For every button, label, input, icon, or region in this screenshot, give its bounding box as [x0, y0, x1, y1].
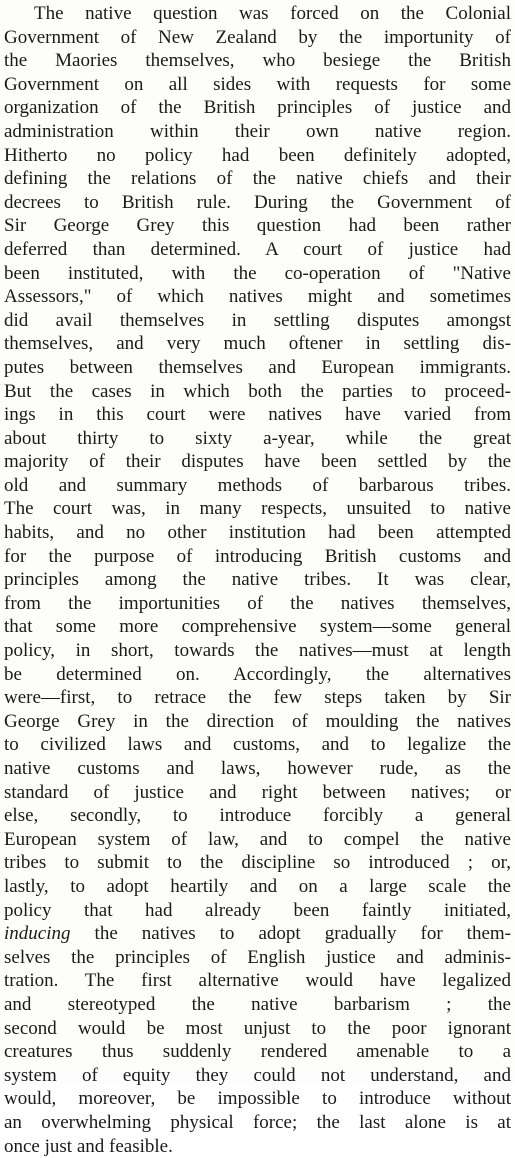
article-line-49: once just and feasible.: [4, 1135, 511, 1158]
article-line-36: European system of law, and to compel the native: [4, 828, 511, 852]
article-line-21: old and summary methods of barbarous tribes.: [4, 474, 511, 498]
article-line-22: The court was, in many respects, unsuited to native: [4, 497, 511, 521]
article-line-48: an overwhelming physical force; the last alone is at: [4, 1111, 511, 1135]
article-line-14: did avail themselves in settling disputes amongst: [4, 309, 511, 333]
article-line-15: themselves, and very much oftener in settling dis-: [4, 332, 511, 356]
article-line-17: But the cases in which both the parties to proceed-: [4, 380, 511, 404]
article-line-35: else, secondly, to introduce forcibly a general: [4, 804, 511, 828]
article-line-2: Government of New Zealand by the importunity of: [4, 26, 511, 50]
article-line-41: selves the principles of English justice and adminis-: [4, 946, 511, 970]
article-line-34: standard of justice and right between natives; or: [4, 781, 511, 805]
article-line-45: creatures thus suddenly rendered amenable to a: [4, 1040, 511, 1064]
article-line-10: Sir George Grey this question had been rather: [4, 214, 511, 238]
article-line-29: be determined on. Accordingly, the alternatives: [4, 663, 511, 687]
article-line-12: been instituted, with the co-operation of "Native: [4, 262, 511, 286]
article-line-26: from the importunities of the natives themselves,: [4, 592, 511, 616]
article-line-24: for the purpose of introducing British customs and: [4, 545, 511, 569]
article-line-46: system of equity they could not understand, and: [4, 1064, 511, 1088]
article-line-40: [4, 922, 511, 946]
article-line-37: tribes to submit to the discipline so introduced ; or,: [4, 851, 511, 875]
article-line-39: policy that had already been faintly initiated,: [4, 899, 511, 923]
article-line-11: deferred than determined. A court of justice had: [4, 238, 511, 262]
article-column: [4, 2, 511, 1158]
article-line-4: Government on all sides with requests for some: [4, 73, 511, 97]
article-line-3: the Maories themselves, who besiege the British: [4, 49, 511, 73]
article-line-38: lastly, to adopt heartily and on a large scale the: [4, 875, 511, 899]
article-line-19: about thirty to sixty a-year, while the great: [4, 427, 511, 451]
article-line-5: organization of the British principles of justice and: [4, 96, 511, 120]
article-line-27: that some more comprehensive system—some general: [4, 615, 511, 639]
article-line-30: were—first, to retrace the few steps taken by Sir: [4, 686, 511, 710]
article-line-47: would, moreover, be impossible to introduce without: [4, 1087, 511, 1111]
article-line-43: and stereotyped the native barbarism ; the: [4, 993, 511, 1017]
italic-word: inducing: [4, 923, 71, 944]
article-line-42: tration. The first alternative would have legalized: [4, 969, 511, 993]
article-line-25: principles among the native tribes. It was clear,: [4, 568, 511, 592]
article-line-13: Assessors," of which natives might and sometimes: [4, 285, 511, 309]
article-line-20: majority of their disputes have been settled by the: [4, 450, 511, 474]
article-line-44: second would be most unjust to the poor ignorant: [4, 1017, 511, 1041]
article-line-7: Hitherto no policy had been definitely adopted,: [4, 144, 511, 168]
article-line-16: putes between themselves and European immigrants.: [4, 356, 511, 380]
article-line-23: habits, and no other institution had been attempted: [4, 521, 511, 545]
article-line-31: George Grey in the direction of moulding the natives: [4, 710, 511, 734]
article-line-1: The native question was forced on the Colonial: [4, 2, 511, 26]
article-line-32: to civilized laws and customs, and to legalize the: [4, 733, 511, 757]
article-line-6: administration within their own native region.: [4, 120, 511, 144]
article-line-28: policy, in short, towards the natives—must at length: [4, 639, 511, 663]
article-line-8: defining the relations of the native chiefs and their: [4, 167, 511, 191]
article-line-33: native customs and laws, however rude, as the: [4, 757, 511, 781]
article-line-9: decrees to British rule. During the Government of: [4, 191, 511, 215]
article-line-18: ings in this court were natives have varied from: [4, 403, 511, 427]
article-line-40-rest: the natives to adopt gradually for them-: [95, 923, 511, 944]
